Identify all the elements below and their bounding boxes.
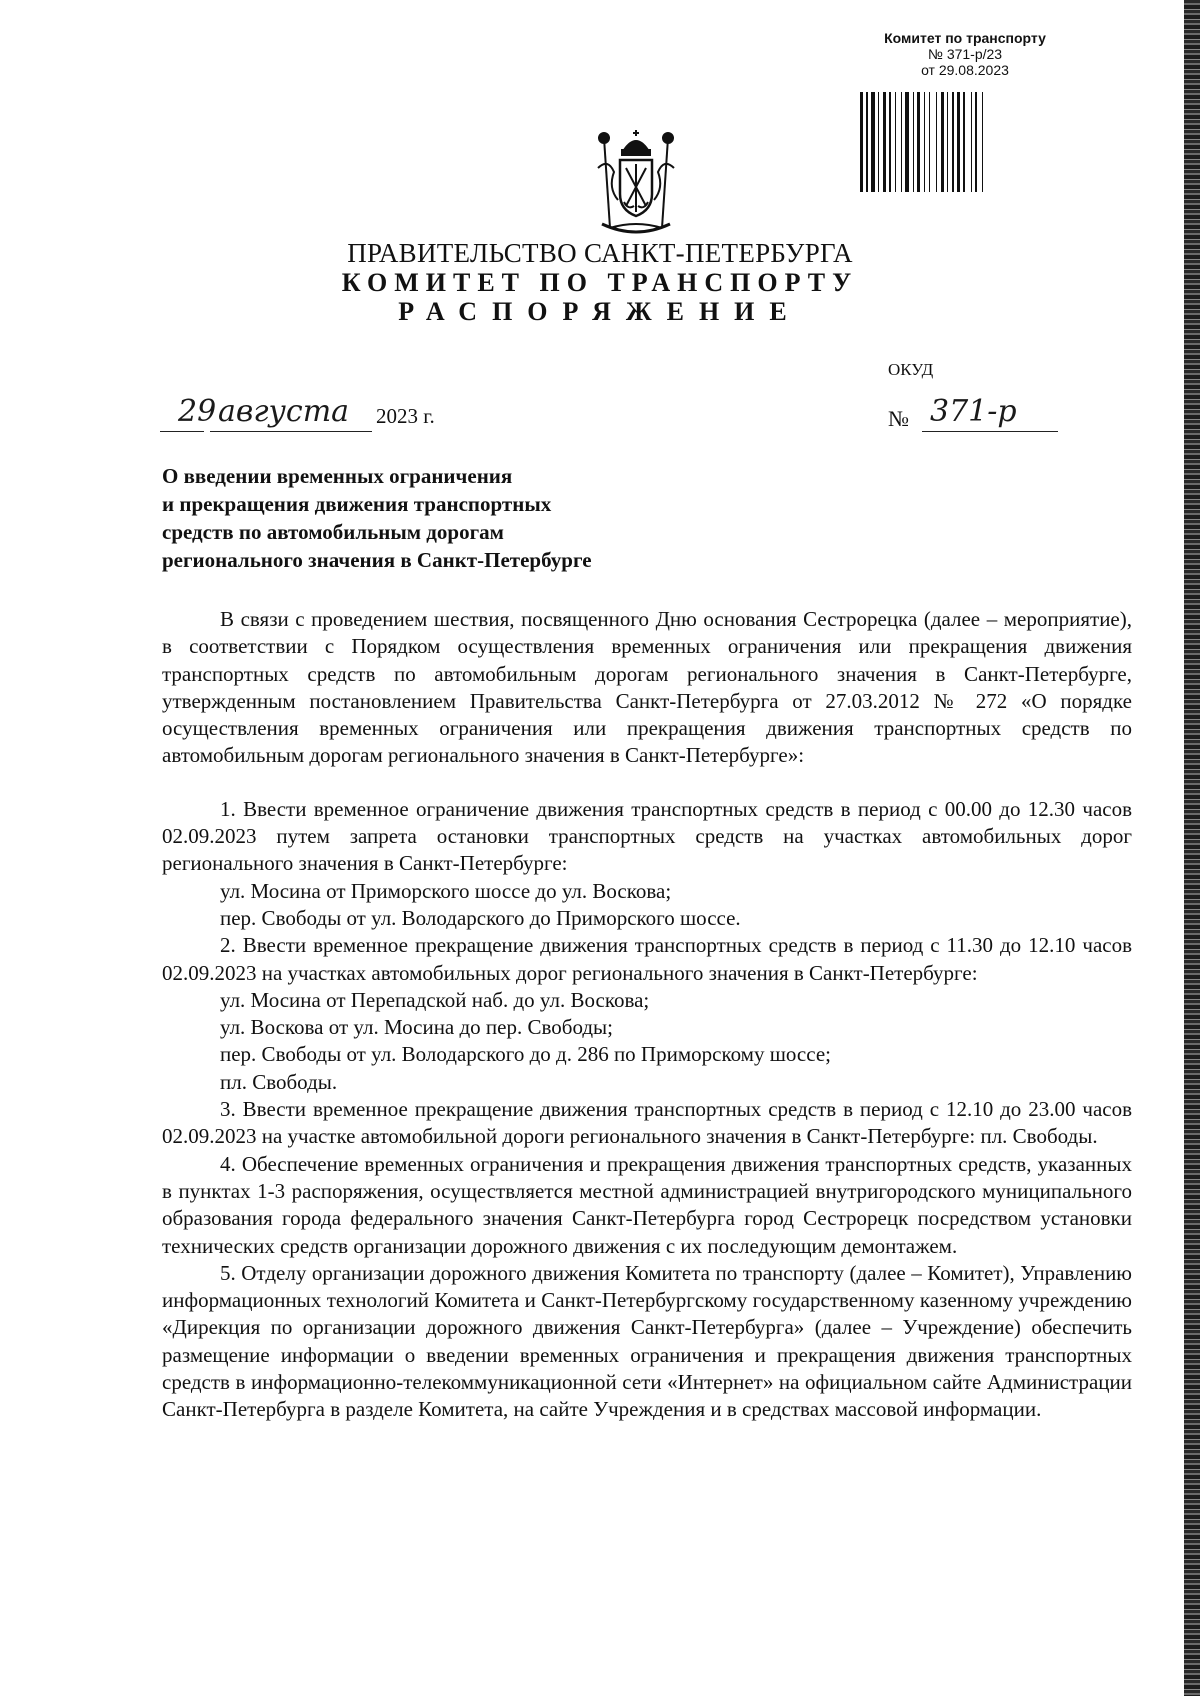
government-name: ПРАВИТЕЛЬСТВО САНКТ-ПЕТЕРБУРГА [347, 238, 853, 268]
preamble-paragraph: В связи с проведением шествия, посвященного Дню основания Сестрорецка (далее – мероприятие), в соответствии с Порядком осуществления временных ограничения или прекращения движения транспортных средств по автомобильным дорогам регионального значения в Санкт-Петербурге, утвержденным постановлением Правительства Санкт-Петербурга от 27.03.2012 № 272 «О порядке осуществления временных ограничения или прекращения движения транспортных средств по автомобильным дорогам регионального значения в Санкт-Петербурге»: [162, 607, 1132, 768]
committee-name: КОМИТЕТ ПО ТРАНСПОРТУ [341, 268, 859, 297]
stamp-number: № 371-р/23 [927, 46, 1003, 62]
title-line: средств по автомобильным дорогам [162, 520, 504, 544]
stamp-date: от 29.08.2023 [921, 62, 1009, 78]
barcode [860, 92, 1065, 192]
title-line: и прекращения движения транспортных [162, 492, 552, 516]
clause-4: 4. Обеспечение временных ограничения и прекращения движения транспортных средств, указанных в пунктах 1-3 распоряжения, осуществляется местной администрацией внутригородского муниципального образования города федерального значения Санкт-Петербурга город Сестрорецк посредством установки технических средств организации дорожного движения с их последующим демонтажем. [162, 1151, 1132, 1258]
clause-5: 5. Отделу организации дорожного движения Комитета по транспорту (далее – Комитет), Управлению информационных технологий Комитета и Санкт-Петербургскому государственному казенному учреждению «Дирекция по организации дорожного движения Санкт-Петербурга» (далее – Учреждение) обеспечить размещение информации о введении временных ограничения и прекращения движения транспортных средств в информационно-телекоммуникационной сети «Интернет» на официальном сайте Администрации Санкт-Петербурга в разделе Комитета, на сайте Учреждения и в средствах массовой информации. [162, 1260, 1132, 1422]
document-date [160, 394, 450, 432]
number-value: 371-р [930, 394, 1017, 429]
clause-2-street: пл. Свободы. [220, 1069, 338, 1094]
clause-1: 1. Ввести временное ограничение движения транспортных средств в период с 00.00 до 12.30 часов 02.09.2023 путем запрета остановки транспортных средств на участках автомобильных дорог регионального значения в Санкт-Петербурге: [162, 796, 1132, 876]
date-day: 29 [178, 394, 217, 429]
document-body [162, 606, 1132, 1424]
document-number [888, 394, 1058, 434]
number-sign: № [888, 406, 909, 431]
title-line: регионального значения в Санкт-Петербурге [162, 548, 592, 572]
coat-of-arms-icon [588, 128, 684, 240]
clause-2: 2. Ввести временное прекращение движения транспортных средств в период с 11.30 до 12.10 часов 02.09.2023 на участках автомобильных дорог регионального значения в Санкт-Петербурге: [162, 933, 1132, 985]
clause-1-street: ул. Мосина от Приморского шоссе до ул. Воскова; [220, 878, 672, 903]
date-year: 2023 г. [376, 404, 435, 428]
clause-2-street: ул. Воскова от ул. Мосина до пер. Свободы; [220, 1015, 613, 1040]
clause-2-street: пер. Свободы от ул. Володарского до д. 286 по Приморскому шоссе; [220, 1042, 831, 1067]
registration-stamp [860, 30, 1070, 78]
clause-3: 3. Ввести временное прекращение движения транспортных средств в период с 12.10 до 23.00 часов 02.09.2023 на участке автомобильной дороги регионального значения в Санкт-Петербурге: пл. Свободы. [162, 1097, 1132, 1149]
document-title [162, 462, 592, 574]
clause-1-street: пер. Свободы от ул. Володарского до Приморского шоссе. [220, 905, 741, 930]
stamp-organization: Комитет по транспорту [884, 30, 1046, 46]
title-line: О введении временных ограничения [162, 464, 513, 488]
okud-label: ОКУД [888, 360, 934, 379]
scan-edge [1184, 0, 1200, 1696]
date-month: августа [218, 394, 350, 429]
clause-2-street: ул. Мосина от Перепадской наб. до ул. Воскова; [220, 987, 650, 1012]
document-type: РАСПОРЯЖЕНИЕ [398, 297, 802, 326]
